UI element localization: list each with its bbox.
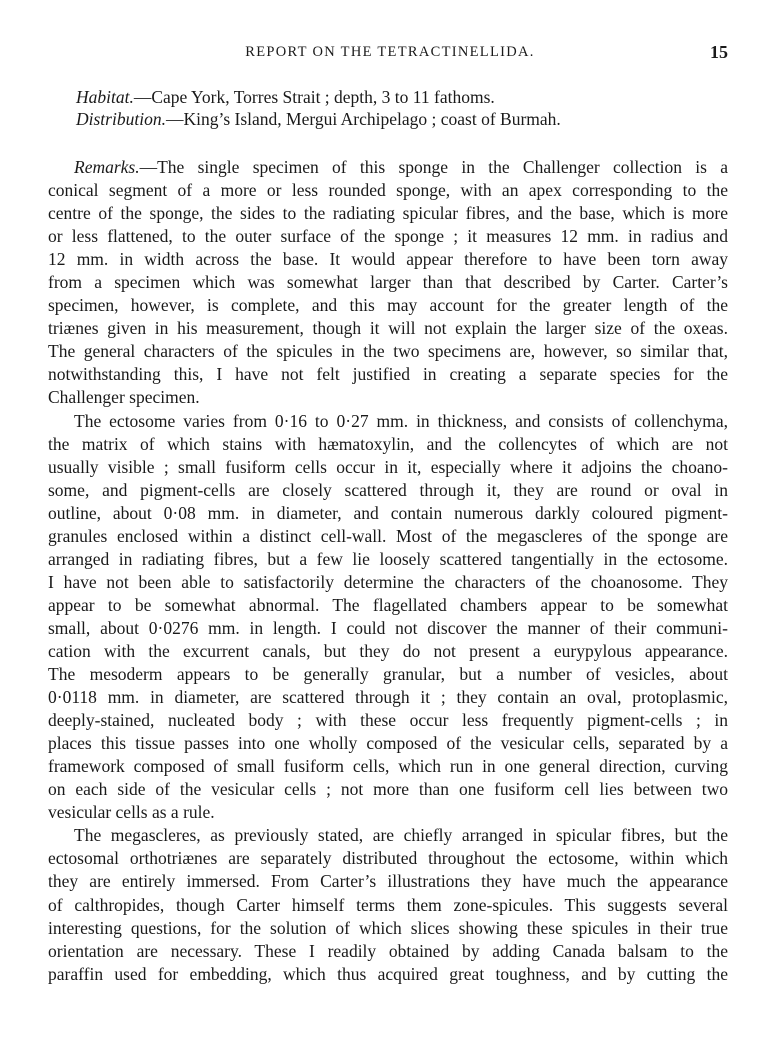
text-line: Remarks.—The single specimen of this sponge in the Challenger collection is a xyxy=(74,157,728,177)
text-line: some, and pigment-cells are closely scattered through it, they are round or oval in xyxy=(48,479,728,500)
running-title: REPORT ON THE TETRACTINELLIDA. xyxy=(245,44,535,60)
text-line: places this tissue passes into one wholly composed of the vesicular cells, separated by a xyxy=(48,733,728,754)
text-line: vesicular cells as a rule. xyxy=(48,802,215,823)
text-line: cation with the excurrent canals, but they do not present a eurypylous appearance. xyxy=(48,640,728,661)
running-header xyxy=(48,42,732,66)
text-line: granules enclosed within a distinct cell-wall. Most of the megascleres of the sponge are xyxy=(48,525,728,546)
text-line: the matrix of which stains with hæmatoxylin, and the collencytes of which are not xyxy=(48,433,728,454)
text-line: Challenger specimen. xyxy=(48,387,200,408)
text-line: arranged in radiating fibres, but a few lie loosely scattered tangentially in the ectosome. xyxy=(48,548,728,569)
remarks-label: Remarks. xyxy=(74,157,140,177)
distribution-line xyxy=(76,108,726,130)
text-line: of calthropides, though Carter himself terms them zone-spicules. This suggests several xyxy=(48,894,728,915)
habitat-line xyxy=(76,86,726,108)
text-line: usually visible ; small fusiform cells occur in it, especially where it adjoins the choano- xyxy=(48,456,728,477)
paragraph-remarks xyxy=(48,156,728,410)
text-line: 0·0118 mm. in diameter, are scattered through it ; they contain an oval, protoplasmic, xyxy=(48,687,728,708)
text-line: The megascleres, as previously stated, are chiefly arranged in spicular fibres, but the xyxy=(74,825,728,846)
text-line: outline, about 0·08 mm. in diameter, and contain numerous darkly coloured pigment- xyxy=(48,502,728,523)
paragraph-ectosome xyxy=(48,410,728,825)
page-number: 15 xyxy=(710,42,728,62)
paragraph-megascleres xyxy=(48,824,728,985)
habitat-label: Habitat. xyxy=(76,87,134,107)
text-line: centre of the sponge, the sides to the radiating spicular fibres, and the base, which is more xyxy=(48,203,728,224)
text-line: 12 mm. in width across the base. It would appear therefore to have been torn away xyxy=(48,249,728,270)
text-line: ectosomal orthotriænes are separately distributed throughout the ectosome, within which xyxy=(48,848,728,869)
text-line: The general characters of the spicules in the two specimens are, however, so similar that, xyxy=(48,341,728,362)
habitat-text: —Cape York, Torres Strait ; depth, 3 to 11 fathoms. xyxy=(133,87,495,107)
distribution-label: Distribution. xyxy=(76,109,166,129)
text-line: triænes given in his measurement, though it will not explain the larger size of the oxeas. xyxy=(48,318,728,339)
text-line: notwithstanding this, I have not felt justified in creating a separate species for the xyxy=(48,364,728,385)
text-line: paraffin used for embedding, which thus acquired great toughness, and by cutting the xyxy=(48,963,728,984)
text-line: appear to be somewhat abnormal. The flagellated chambers appear to be somewhat xyxy=(48,594,728,615)
text-line: The ectosome varies from 0·16 to 0·27 mm. in thickness, and consists of collenchyma, xyxy=(74,410,728,431)
text-line: they are entirely immersed. From Carter’s illustrations they have much the appearance xyxy=(48,871,728,892)
text-line: or less flattened, to the outer surface of the sponge ; it measures 12 mm. in radius and xyxy=(48,226,728,247)
text-line: conical segment of a more or less rounded sponge, with an apex corresponding to the xyxy=(48,180,728,201)
text-line: I have not been able to satisfactorily determine the characters of the choanosome. They xyxy=(48,571,728,592)
text-line: orientation are necessary. These I readily obtained by adding Canada balsam to the xyxy=(48,940,728,961)
text-line: specimen, however, is complete, and this may account for the greater length of the xyxy=(48,295,728,316)
text-line: interesting questions, for the solution of which slices showing these spicules in their true xyxy=(48,917,728,938)
text-line: framework composed of small fusiform cells, which run in one general direction, curving xyxy=(48,756,728,777)
distribution-text: —King’s Island, Mergui Archipelago ; coast of Burmah. xyxy=(165,109,561,129)
text-line: from a specimen which was somewhat larger than that described by Carter. Carter’s xyxy=(48,272,728,293)
text-line: small, about 0·0276 mm. in length. I could not discover the manner of their communi- xyxy=(48,617,728,638)
text-line: The mesoderm appears to be generally granular, but a number of vesicles, about xyxy=(48,664,728,685)
body-text xyxy=(48,156,728,986)
specimen-metadata xyxy=(76,86,726,130)
text-line: on each side of the vesicular cells ; not more than one fusiform cell lies between two xyxy=(48,779,728,800)
text-line: deeply-stained, nucleated body ; with these occur less frequently pigment-cells ; in xyxy=(48,710,728,731)
